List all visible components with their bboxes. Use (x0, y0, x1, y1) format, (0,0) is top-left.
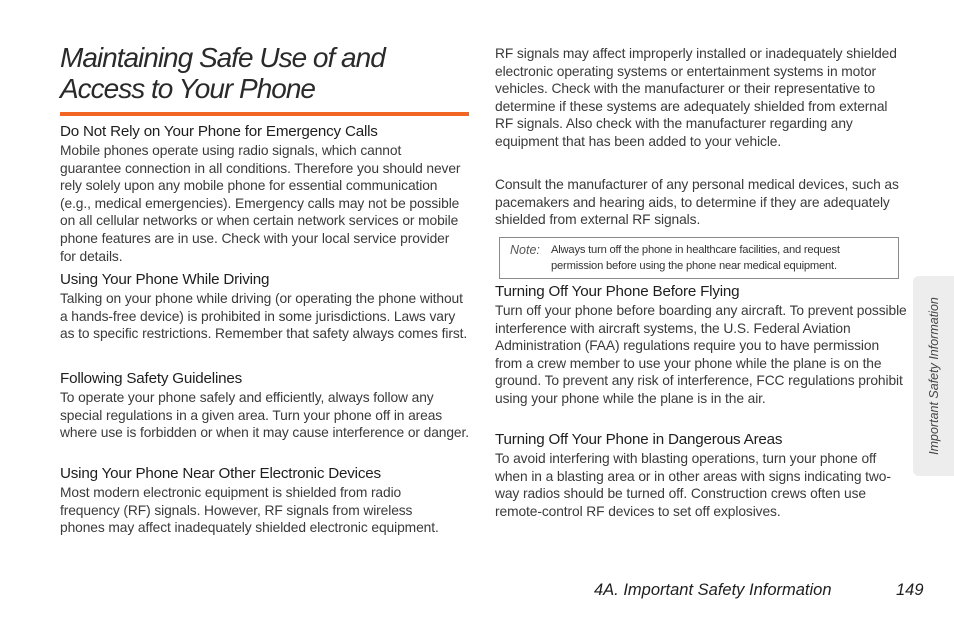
side-tab-label: Important Safety Information (926, 297, 941, 455)
footer-section-title: 4A. Important Safety Information (594, 581, 832, 599)
section-body-dangerous-areas: To avoid interfering with blasting operations, turn your phone off when in a blasting area or in other areas with signs indicating two-way radios should be turned off. Construction crews often use remote-control RF devices to set off explosives. (495, 451, 891, 519)
section-body-electronic-devices: Most modern electronic equipment is shielded from radio frequency (RF) signals. However, RF signals from wireless phones may affect inadequately shielded electronic equipment. (60, 485, 439, 536)
section-heading-driving: Using Your Phone While Driving (60, 271, 270, 288)
section-heading-emergency-calls: Do Not Rely on Your Phone for Emergency Calls (60, 123, 378, 140)
section-body-driving: Talking on your phone while driving (or operating the phone without a hands-free device) is prohibited in some jurisdictions. Laws vary as to specific restrictions. Remember that safety always comes first. (60, 291, 468, 342)
note-box (499, 237, 899, 279)
section-heading-flying: Turning Off Your Phone Before Flying (495, 283, 740, 300)
side-tab (913, 276, 954, 476)
title-divider (60, 112, 469, 116)
section-body-flying: Turn off your phone before boarding any aircraft. To prevent possible interference with aircraft systems, the U.S. Federal Aviation Administration (FAA) regulations require you to have permission from a crew member to use your phone while the plane is on the ground. To prevent any risk of interference, FCC regulations prohibit using your phone while the plane is in the air. (495, 303, 907, 406)
section-body-safety-guidelines: To operate your phone safely and efficiently, always follow any special regulations in a given area. Turn your phone off in areas where use is forbidden or when it may cause interference or danger. (60, 390, 469, 441)
paragraph-rf-vehicles: RF signals may affect improperly installed or inadequately shielded electronic operating systems or entertainment systems in motor vehicles. Check with the manufacturer or their representative to determine if these systems are adequately shielded from external RF signals. Also check with the manufacturer regarding any equipment that has been added to your vehicle. (495, 46, 897, 149)
section-body-emergency-calls: Mobile phones operate using radio signals, which cannot guarantee connection in all conditions. Therefore you should never rely solely upon any mobile phone for essential communication (e.g., medical emergencies). Emergency calls may not be possible on all cellular networks or when certain network services or mobile phone features are in use. Check with your local service provider for details. (60, 143, 461, 264)
paragraph-medical-devices: Consult the manufacturer of any personal medical devices, such as pacemakers and hearing aids, to determine if they are adequately shielded from external RF signals. (495, 177, 899, 228)
note-label: Note: (510, 243, 540, 257)
section-heading-safety-guidelines: Following Safety Guidelines (60, 370, 243, 387)
page-title: Maintaining Safe Use of and Access to Your Phone (60, 42, 385, 104)
note-text: Always turn off the phone in healthcare facilities, and request permission before using the phone near medical equipment. (551, 244, 840, 272)
section-heading-dangerous-areas: Turning Off Your Phone in Dangerous Areas (495, 431, 783, 448)
section-heading-electronic-devices: Using Your Phone Near Other Electronic Devices (60, 465, 381, 482)
page-number: 149 (896, 581, 924, 599)
